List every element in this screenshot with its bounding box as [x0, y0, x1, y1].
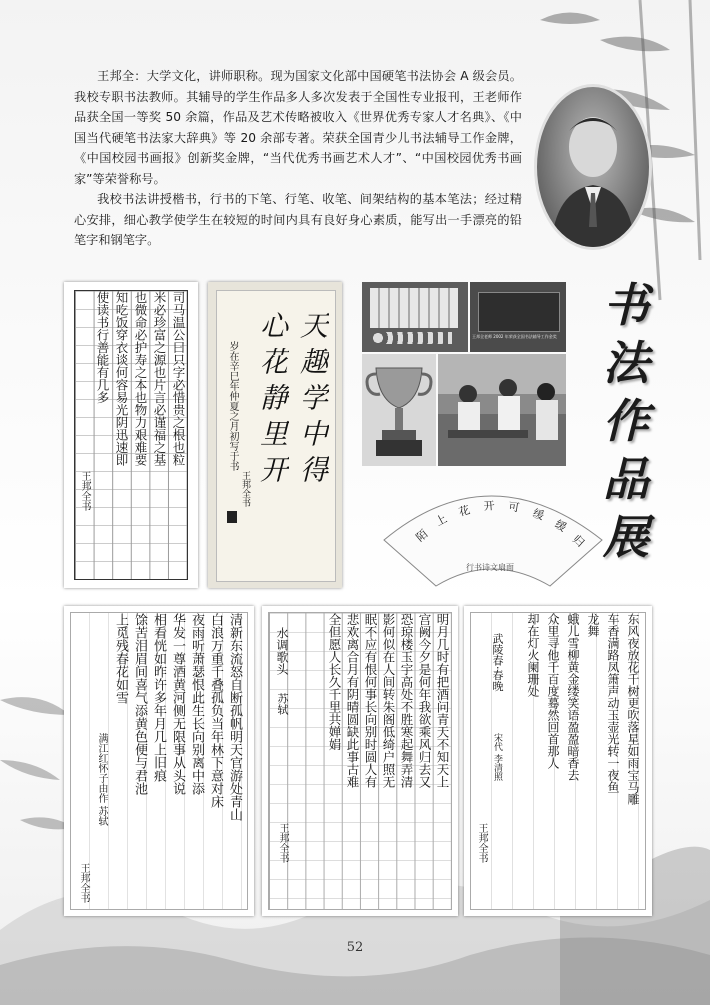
poem-work-left: [64, 606, 254, 916]
poem-signature: 王邦全书: [277, 823, 288, 863]
intro-text: [74, 66, 522, 251]
grid-signature: 王邦全书: [79, 471, 90, 511]
poem-signature: 王邦全书: [476, 823, 487, 863]
heading-char: 作: [603, 394, 649, 448]
poem-column: 华发一尊酒黄河侧无限事从头说: [170, 613, 185, 795]
poem-signature: 王邦全书: [78, 863, 89, 903]
grid-calligraphy-work: [64, 282, 198, 588]
poem-column: 相看恍如昨许多年月几上旧痕: [151, 613, 166, 782]
classroom-photo: [438, 354, 566, 466]
grid-column: 米必珍富之源也片言必谨福之基: [152, 291, 167, 466]
intro-paragraph-2: 我校书法讲授楷书，行书的下笔、行笔、收笔、间架结构的基本笔法；经过精心安排，细心教学使学生在较短的时间内具有良好身心素质，能写出一手漂亮的铅笔字和钢笔字。: [74, 192, 522, 247]
poem-author: 苏轼: [276, 693, 289, 715]
poem-column: 众里寻他千百度蓦然回首那人: [546, 613, 560, 769]
poem-column: 悲欢离合月有阴晴圆缺此事古难: [345, 613, 360, 788]
poem-title: 水调歌头: [275, 627, 289, 675]
poem-column: 龙舞: [586, 613, 600, 637]
poem-author: 宋代 李清照: [492, 733, 502, 781]
svg-text:开: 开: [483, 499, 496, 513]
svg-text:上: 上: [433, 512, 450, 529]
poem-column: 宫阙今夕是何年我欲乘风归去又: [417, 613, 432, 788]
fan-calligraphy-work: [380, 482, 606, 592]
writing-grid: [74, 290, 188, 580]
svg-text:可: 可: [507, 500, 521, 515]
poem-work-middle: [262, 606, 458, 916]
poem-column: 东风夜放花千树更吹落星如雨宝马雕: [626, 613, 640, 805]
scroll-main-line: 心花静里开: [256, 311, 289, 491]
scroll-main-line: 天趣学中得: [296, 311, 329, 491]
heading-char: 法: [603, 336, 649, 390]
heading-char: 品: [603, 452, 649, 506]
poem-column: 却在灯火阑珊处: [526, 613, 540, 697]
scroll-calligraphy-work: [208, 282, 342, 588]
poem-column: 恐琼楼玉宇高处不胜寒起舞弄清: [399, 613, 414, 788]
grid-column: 使读书行善能有几多: [95, 291, 110, 404]
grid-column: 知吃饭穿衣谈何容易光阴迅速即: [114, 291, 129, 466]
poem-column: 清新东流怒自断孤帆明天官游处青山: [227, 613, 242, 821]
poem-column: 影何似在人间转朱阁低绮户照无: [381, 613, 396, 788]
intro-paragraph-1: 王邦全：大学文化，讲师职称。现为国家文化部中国硬笔书法协会 A 级会员。我校专职书法教师。其辅导的学生作品多人多次发表于全国性专业报刊，王老师作品获全国一等奖 50 余篇，作品及艺术传略被收入《世界优秀专家人才名典》、《中国当代硬笔书法家大辞典》等 20 余部专著。荣获全国青少儿书法辅导工作金牌，《中国校园书画报》创新奖金牌，“当代优秀书画艺术人才”、“中国校园优秀书画家”等荣誉称号。: [74, 69, 522, 186]
poem-column: 夜雨听萧瑟恨此生长向别离中添: [189, 613, 204, 795]
poem-column: 馀苦泪眉间喜气添黄色便与君池: [132, 613, 147, 795]
poem-column: 白浪万重千叠孤负当年林下意对床: [208, 613, 223, 808]
poem-column: 全但愿人长久千里共婵娟: [327, 613, 342, 751]
scroll-inscription: 岁在辛巳年仲夏之月初写于书: [227, 341, 238, 471]
awards-display-photo: [470, 282, 566, 352]
certificates-photo: [362, 282, 468, 352]
poem-column: 明月几时有把酒问青天不知天上: [435, 613, 450, 788]
poem-title: 满江红怀子由作 苏轼: [96, 733, 107, 827]
poem-column: 上觅残春花如雪: [113, 613, 128, 704]
poem-title: 武陵春·春晚: [491, 633, 504, 692]
trophy-photo: [362, 354, 436, 466]
svg-text:缓: 缓: [530, 506, 546, 523]
teacher-portrait: [534, 84, 652, 250]
poem-column: 眠不应有恨何事长向别时圆人有: [363, 613, 378, 788]
svg-text:缓: 缓: [552, 517, 569, 535]
page-number: 52: [346, 940, 364, 955]
svg-text:花: 花: [457, 503, 472, 519]
svg-text:陌: 陌: [413, 527, 431, 545]
seal-stamp-icon: [227, 511, 237, 523]
grid-column: 也微命必护寿之本也物力艰难要: [133, 291, 148, 466]
poem-column: 车香满路凤箫声动玉壶光转一夜鱼: [606, 613, 620, 793]
heading-char: 展: [603, 510, 649, 564]
award-caption: 王邦全老师 2002 年荣获全国书法辅导工作金奖: [472, 334, 557, 339]
fan-text: 行书诗文扇面: [466, 563, 514, 572]
scroll-signature: 王邦全书: [240, 471, 250, 507]
grid-column: 司马温公曰只字必惜贵之根也粒: [171, 291, 186, 466]
poem-column: 蛾儿雪柳黄金缕笑语盈盈暗香去: [566, 613, 580, 781]
svg-text:归: 归: [569, 532, 587, 550]
heading-char: 书: [603, 278, 649, 332]
poem-work-right: [464, 606, 652, 916]
